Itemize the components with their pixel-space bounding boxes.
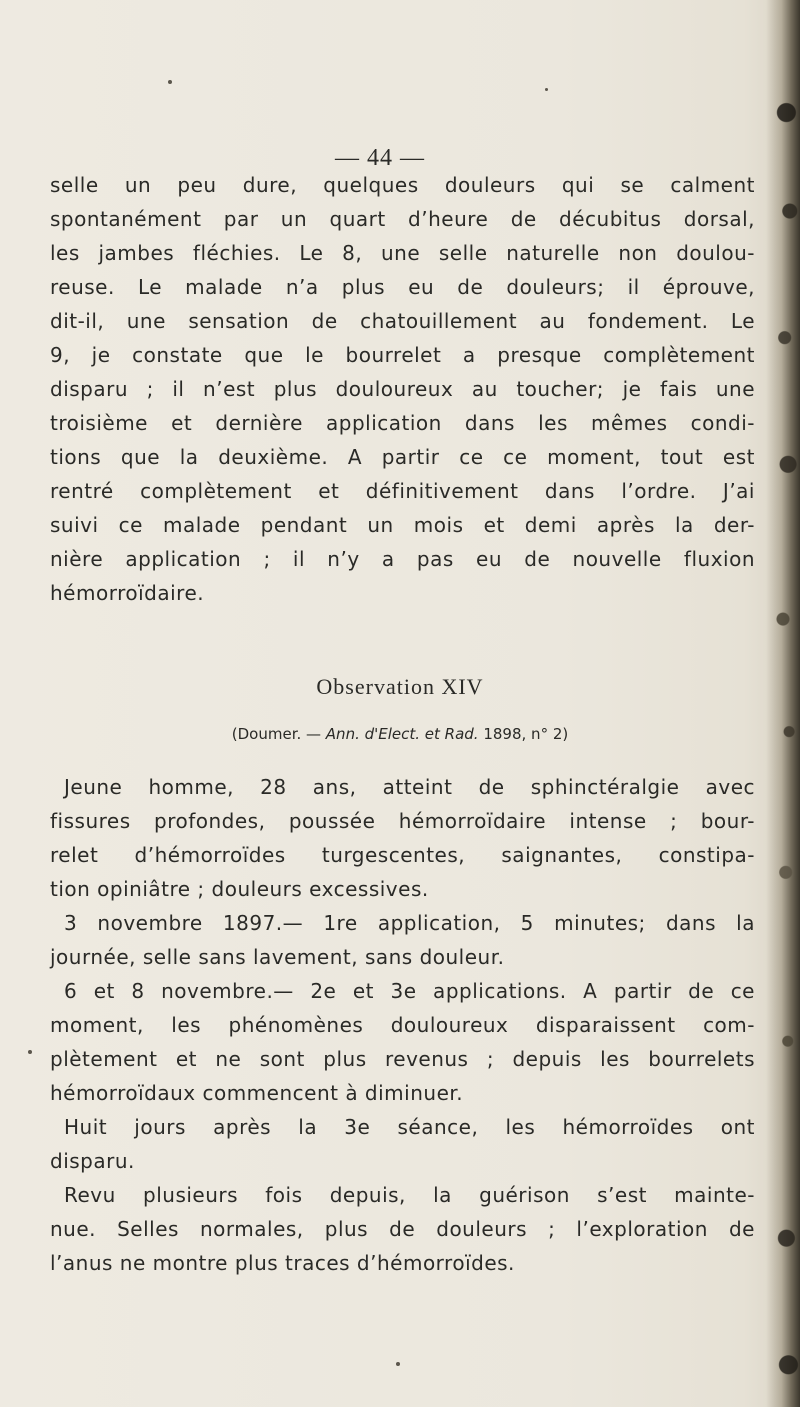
text-line: tions que la deuxième. A partir ce ce moment, tout est [50, 445, 755, 469]
text-line: reuse. Le malade n’a plus eu de douleurs; il éprouve, [50, 275, 755, 299]
text-line: journée, selle sans lavement, sans douleur. [50, 945, 505, 969]
text-line: les jambes fléchies. Le 8, une selle naturelle non doulou- [50, 241, 755, 265]
text-line: moment, les phénomènes douloureux disparaissent com- [50, 1013, 755, 1037]
text-line: disparu ; il n’est plus douloureux au toucher; je fais une [50, 377, 755, 401]
text-line: suivi ce malade pendant un mois et demi après la der- [50, 513, 755, 537]
ink-speck [28, 1050, 32, 1054]
text-line: dit-il, une sensation de chatouillement au fondement. Le [50, 309, 755, 333]
text-line: 9, je constate que le bourrelet a presque complètement [50, 343, 755, 367]
text-line: plètement et ne sont plus revenus ; depuis les bourrelets [50, 1047, 755, 1071]
text-line: disparu. [50, 1149, 135, 1173]
text-line: Huit jours après la 3e séance, les hémorroïdes ont [64, 1115, 755, 1139]
text-line: 3 novembre 1897.— 1re application, 5 minutes; dans la [64, 911, 755, 935]
text-line: troisième et dernière application dans les mêmes condi- [50, 411, 755, 435]
text-line: l’anus ne montre plus traces d’hémorroïdes. [50, 1251, 515, 1275]
ink-speck [545, 88, 548, 91]
page-number: — 44 — [335, 145, 425, 171]
text-line: tion opiniâtre ; douleurs excessives. [50, 877, 429, 901]
text-line: nière application ; il n’y a pas eu de nouvelle fluxion [50, 547, 755, 571]
observation-source: (Doumer. — Ann. d'Elect. et Rad. 1898, n° 2) [231, 725, 569, 743]
observation-body [50, 770, 755, 1280]
text-line: Revu plusieurs fois depuis, la guérison s’est mainte- [64, 1183, 755, 1207]
observation-heading [0, 674, 800, 700]
text-line: relet d’hémorroïdes turgescentes, saignantes, constipa- [50, 843, 755, 867]
ink-speck [168, 80, 172, 84]
text-line: hémorroïdaire. [50, 581, 205, 605]
edge-stains [766, 0, 800, 1407]
text-line: Jeune homme, 28 ans, atteint de sphinctéralgie avec [64, 775, 755, 799]
text-line: 6 et 8 novembre.— 2e et 3e applications. A partir de ce [64, 979, 755, 1003]
text-line: selle un peu dure, quelques douleurs qui se calment [50, 173, 755, 197]
text-line: spontanément par un quart d’heure de décubitus dorsal, [50, 207, 755, 231]
ink-speck [396, 1362, 400, 1366]
text-line: rentré complètement et définitivement dans l’ordre. J’ai [50, 479, 755, 503]
text-line: fissures profondes, poussée hémorroïdaire intense ; bour- [50, 809, 755, 833]
observation-heading-text: Observation XIV [316, 674, 484, 699]
paragraph-continuation [50, 168, 755, 610]
text-line: hémorroïdaux commencent à diminuer. [50, 1081, 464, 1105]
text-line: nue. Selles normales, plus de douleurs ; l’exploration de [50, 1217, 755, 1241]
